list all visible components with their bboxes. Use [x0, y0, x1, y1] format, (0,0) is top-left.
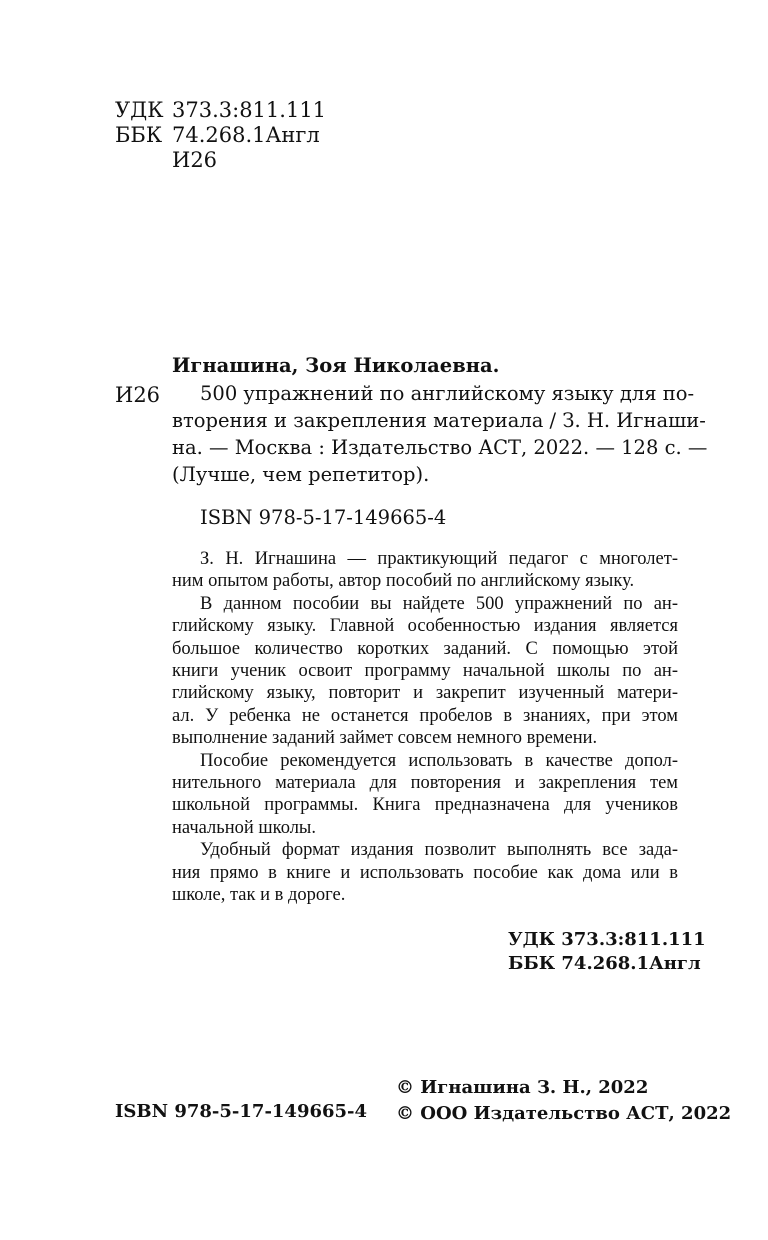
author-mark-row: [115, 148, 326, 173]
bib-isbn: ISBN 978-5-17-149665-4: [200, 506, 447, 529]
footer-isbn: ISBN 978-5-17-149665-4: [115, 1101, 368, 1122]
annotation-line: нительного материала для повторения и закрепления тем: [172, 773, 678, 794]
annotation-line: З. Н. Игнашина — практикующий педагог с многолет-: [200, 549, 678, 569]
bbk-label: ББК: [115, 123, 163, 147]
bib-author: Игнашина, Зоя Николаевна.: [172, 354, 500, 377]
annotation-line: Удобный формат издания позволит выполнять все зада-: [200, 840, 678, 861]
annotation-line: ал. У ребенка не останется пробелов в знаниях, при этом: [172, 705, 678, 726]
annotation-line: В данном пособии вы найдете 500 упражнений по ан-: [200, 593, 678, 614]
udk-row: [115, 98, 326, 123]
bibliographic-description: [172, 380, 708, 488]
classification-codes: [115, 98, 326, 173]
copyright-author: © Игнашина З. Н., 2022: [396, 1077, 649, 1098]
annotation-line: Пособие рекомендуется использовать в качестве допол-: [200, 750, 678, 771]
copyright-block: [396, 1075, 731, 1127]
annotation: [172, 548, 678, 907]
annotation-line: книги ученик освоит программу начальной школы по ан-: [172, 661, 678, 682]
annotation-line: школе, так и в дороге.: [172, 885, 346, 906]
udk-label: УДК: [115, 98, 164, 122]
bib-line: вторения и закрепления материала / З. Н. Игнаши-: [172, 409, 706, 432]
bib-author-mark: И26: [115, 383, 161, 407]
annotation-line: школьной программы. Книга предназначена для учеников: [172, 795, 678, 816]
copyright-publisher: © ООО Издательство АСТ, 2022: [396, 1103, 732, 1124]
bbk-row: [115, 123, 326, 148]
annotation-line: большое количество коротких заданий. С помощью этой: [172, 638, 678, 659]
author-mark: И26: [172, 148, 218, 172]
annotation-line: ния прямо в книге и использовать пособие как дома или в: [172, 862, 678, 883]
bib-line: (Лучше, чем репетитор).: [172, 463, 430, 486]
annotation-line: ним опытом работы, автор пособий по английскому языку.: [172, 571, 635, 592]
annotation-line: глийскому языку. Главной особенностью издания является: [172, 616, 678, 637]
bib-line: на. — Москва : Издательство АСТ, 2022. — 128 с. —: [172, 436, 708, 459]
bib-line: 500 упражнений по английскому языку для по-: [200, 382, 695, 405]
annotation-line: выполнение заданий займет совсем немного времени.: [172, 728, 598, 749]
annotation-line: начальной школы.: [172, 817, 316, 838]
udk-value: 373.3:811.111: [172, 98, 327, 122]
footer-udk: УДК 373.3:811.111: [508, 929, 706, 950]
footer-classification: [508, 928, 706, 976]
bbk-value: 74.268.1Англ: [172, 123, 320, 147]
footer-bbk: ББК 74.268.1Англ: [508, 953, 701, 974]
annotation-line: глийскому языку, повторит и закрепит изученный матери-: [172, 683, 678, 704]
